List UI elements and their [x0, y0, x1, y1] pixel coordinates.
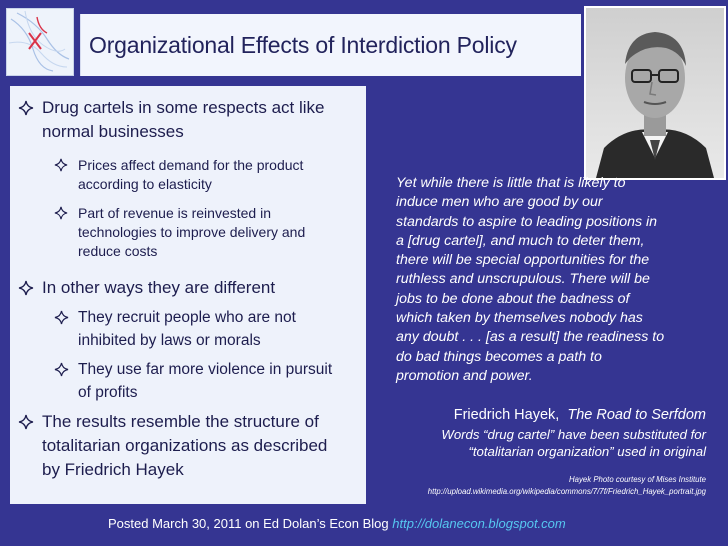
quote-line: ruthless and unscrupulous. There will be — [396, 271, 650, 288]
bullet-line: totalitarian organizations as described — [42, 436, 328, 455]
note-line: Words “drug cartel” have been substituted for — [441, 427, 706, 442]
quote-line: there will be special opportunities for the — [396, 252, 650, 269]
bullet-line: The results resemble the structure of — [42, 412, 319, 431]
photo-credit-url: http://upload.wikimedia.org/wikipedia/commons/7/7f/Friedrich_Hayek_portrait.jpg — [427, 487, 706, 496]
diamond-bullet-icon — [54, 158, 68, 172]
bullet-line: Drug cartels in some respects act like — [42, 98, 325, 117]
bullet-line: of profits — [78, 384, 138, 401]
bullet-line: technologies to improve delivery and — [78, 224, 306, 240]
quote-line: any doubt . . . [as a result] the readiness to — [396, 329, 665, 346]
quote-attribution — [396, 407, 706, 423]
bullet-line: inhibited by laws or morals — [78, 332, 261, 349]
bullet-line: normal businesses — [42, 122, 184, 141]
title-bar — [80, 14, 581, 76]
bullet-list-panel — [10, 86, 366, 504]
quote-line: standards to aspire to leading positions in — [396, 213, 658, 230]
book-title: The Road to Serfdom — [567, 407, 706, 423]
logo-image — [6, 8, 74, 76]
diamond-bullet-icon — [54, 206, 68, 220]
bullet-line: by Friedrich Hayek — [42, 460, 184, 479]
quote-line: a [drug cartel], and much to deter them, — [396, 232, 645, 249]
footer — [108, 516, 566, 531]
note-line: “totalitarian organization” used in original — [468, 444, 706, 459]
quote-line: induce men who are good by our — [396, 194, 603, 211]
quote-author: Friedrich Hayek, — [453, 407, 560, 423]
diamond-bullet-icon — [18, 414, 34, 430]
quote-line: promotion and power. — [396, 367, 533, 384]
bullet-line: reduce costs — [78, 243, 158, 259]
blog-link[interactable]: http://dolanecon.blogspot.com — [392, 516, 566, 531]
photo-credit — [396, 474, 706, 498]
hayek-quote — [396, 174, 710, 386]
slide-title: Organizational Effects of Interdiction Policy — [89, 32, 517, 58]
bullet-line: according to elasticity — [78, 176, 212, 192]
bullet-line: They use far more violence in pursuit — [78, 361, 333, 378]
diamond-bullet-icon — [54, 362, 69, 377]
diamond-bullet-icon — [18, 100, 34, 116]
hayek-photo — [584, 6, 726, 180]
quote-line: jobs to be done about the badness of — [396, 290, 630, 307]
photo-credit-text: Hayek Photo courtesy of Mises Institute — [569, 475, 706, 484]
quote-line: Yet while there is little that is likely to — [396, 175, 626, 191]
bullet-line: They recruit people who are not — [78, 309, 296, 326]
footer-text: Posted March 30, 2011 on Ed Dolan’s Econ Blog — [108, 516, 389, 531]
diamond-bullet-icon — [18, 280, 34, 296]
substitution-note — [396, 426, 706, 460]
quote-line: do bad things becomes a path to — [396, 348, 602, 365]
bullet-line: In other ways they are different — [42, 278, 276, 297]
bullet-line: Part of revenue is reinvested in — [78, 205, 271, 221]
quote-line: which taken by themselves nobody has — [396, 310, 643, 327]
bullet-line: Prices affect demand for the product — [78, 157, 304, 173]
diamond-bullet-icon — [54, 310, 69, 325]
